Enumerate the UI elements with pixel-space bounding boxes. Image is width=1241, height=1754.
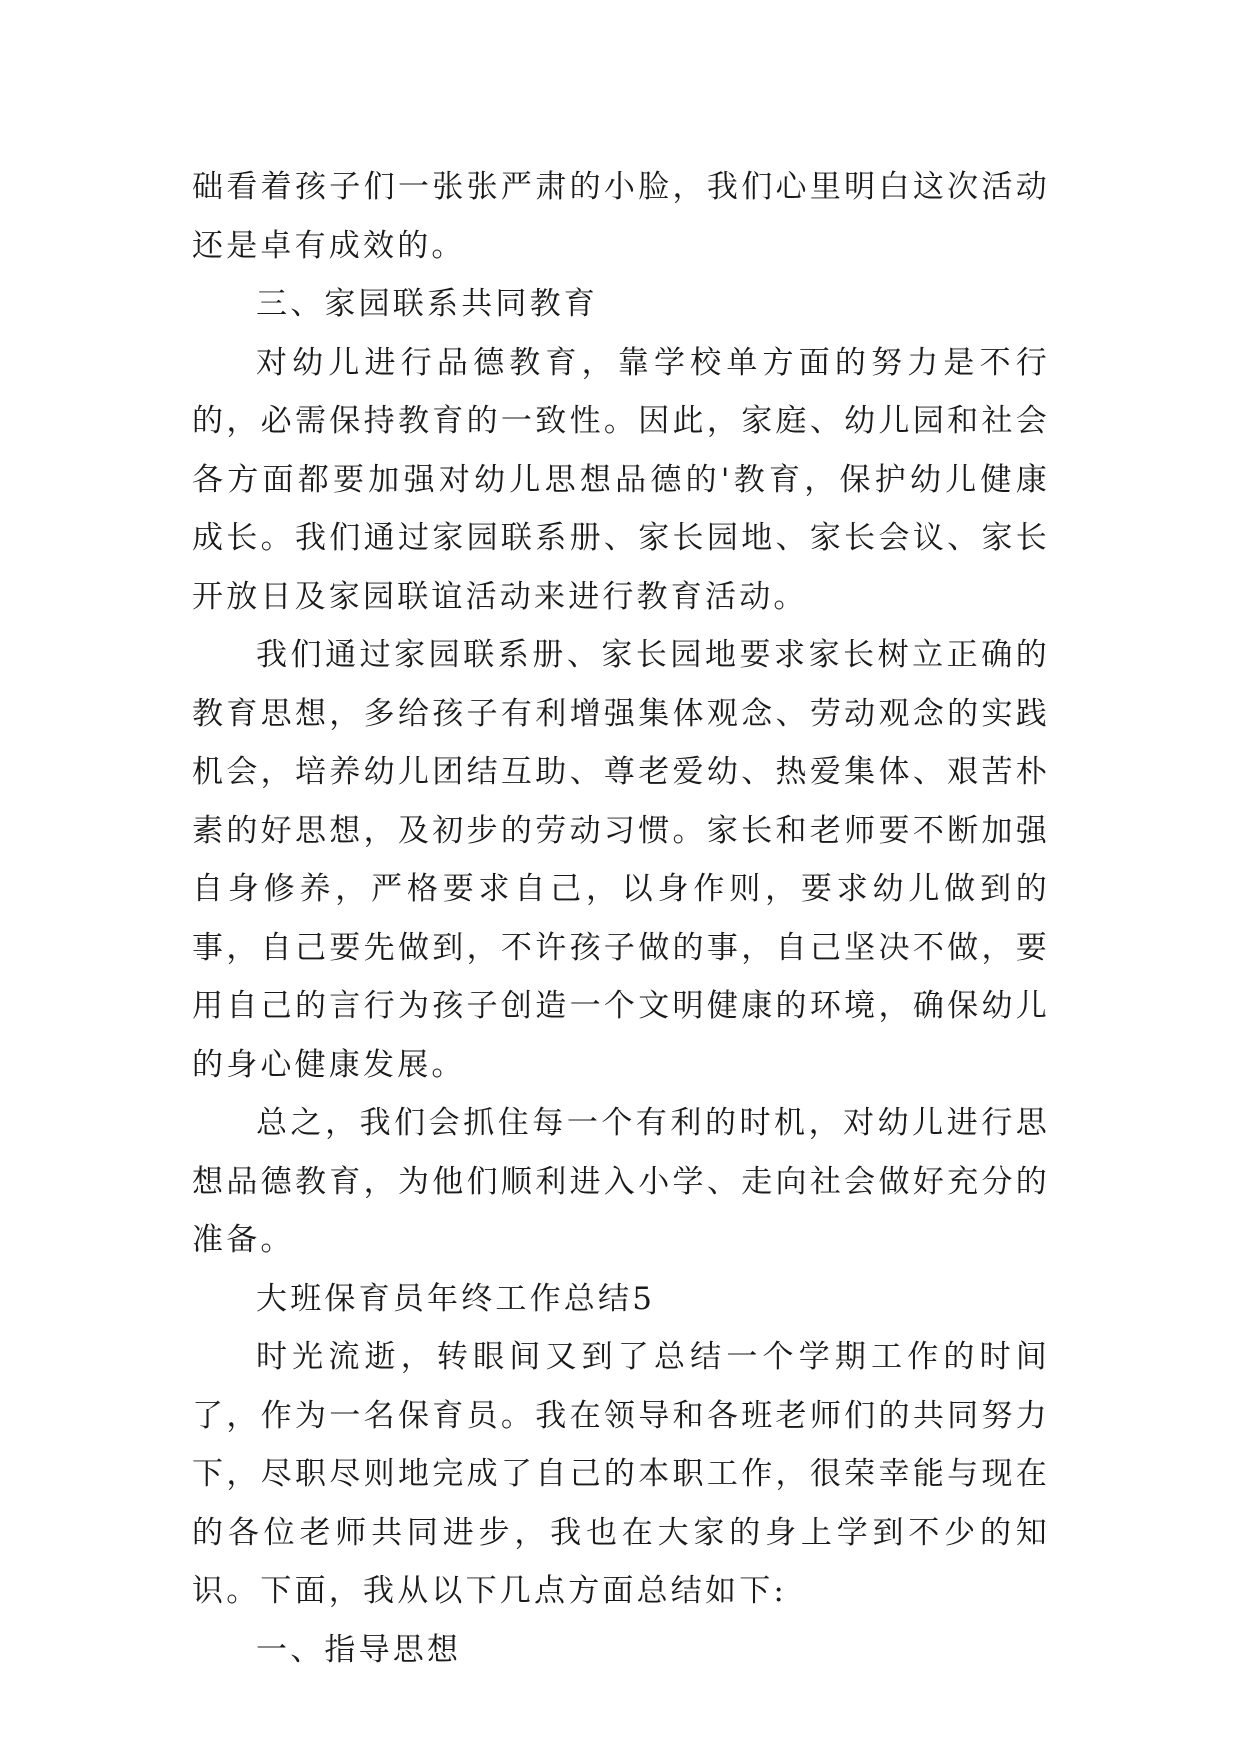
paragraph: 我们通过家园联系册、家长园地要求家长树立正确的教育思想，多给孩子有利增强集体观念、劳动观念的实践机会，培养幼儿团结互助、尊老爱幼、热爱集体、艰苦朴素的好思想，及初步的劳动习惯。家长和老师要不断加强自身修养，严格要求自己，以身作则，要求幼儿做到的事，自己要先做到，不许孩子做的事，自己坚决不做，要用自己的言行为孩子创造一个文明健康的环境，确保幼儿的身心健康发展。 (192, 637, 1050, 1083)
paragraph: 总之，我们会抓住每一个有利的时机，对幼儿进行思想品德教育，为他们顺利进入小学、走向社会做好充分的准备。 (192, 1105, 1050, 1258)
article-title: 大班保育员年终工作总结5 (256, 1280, 656, 1317)
document-body (192, 158, 1050, 1679)
paragraph: 础看着孩子们一张张严肃的小脸，我们心里明白这次活动还是卓有成效的。 (192, 169, 1050, 264)
paragraph: 时光流逝，转眼间又到了总结一个学期工作的时间了，作为一名保育员。我在领导和各班老师们的共同努力下，尽职尽则地完成了自己的本职工作，很荣幸能与现在的各位老师共同进步，我也在大家的身上学到不少的知识。下面，我从以下几点方面总结如下: (192, 1339, 1050, 1609)
paragraph: 对幼儿进行品德教育，靠学校单方面的努力是不行的，必需保持教育的一致性。因此，家庭、幼儿园和社会各方面都要加强对幼儿思想品德的'教育，保护幼儿健康成长。我们通过家园联系册、家长园地、家长会议、家长开放日及家园联谊活动来进行教育活动。 (192, 344, 1050, 615)
section-heading: 一、指导思想 (256, 1631, 462, 1668)
section-heading: 三、家园联系共同教育 (256, 286, 598, 322)
